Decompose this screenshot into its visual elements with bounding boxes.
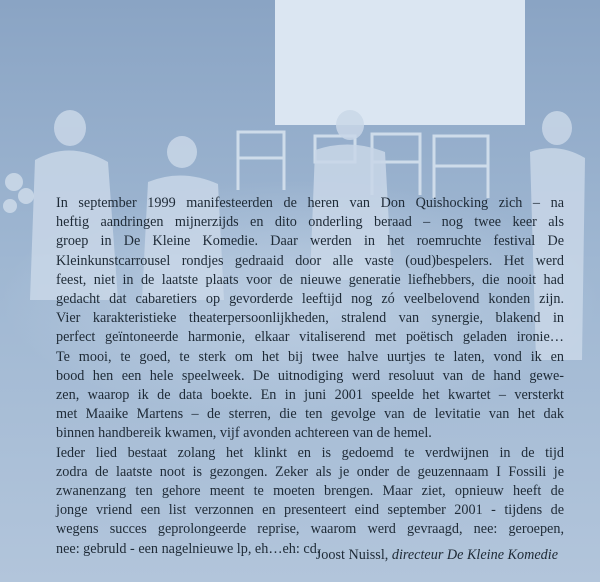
text-line: met Maaike Martens – de sterren, die ten gevolge van de levitatie van het dak — [56, 406, 564, 423]
text-line: In september 1999 manifesteerden de heren van Don Quishocking zich – na — [56, 195, 564, 211]
text-line: perfect geïntoneerde harmonie, elkaar vitaliserend met poëtisch geladen ironie… — [56, 329, 564, 346]
text-line: Ieder lied bestaat zolang het klinkt en is gedoemd te verdwijnen in de tijd — [56, 444, 564, 461]
text-line: Kleinkunstcarrousel rondjes gedraaid door alle vaste (oud)bespelers. Het werd — [56, 252, 564, 269]
text-line: zen, waarop ik de data boekte. En in juni 2001 speelde het kwartet – versterkt — [56, 387, 564, 404]
text-line: binnen handbereik kwamen, vijf avonden achtereen van de hemel. — [56, 425, 432, 442]
text-line: heftig aandringen mijnerzijds en dito onderling beraad – nog twee keer als — [56, 214, 564, 231]
text-line: groep in De Kleine Komedie. Daar werden in het roemruchte festival De — [56, 233, 564, 250]
text-block — [56, 194, 564, 559]
paragraph-1 — [56, 194, 564, 444]
text-line: gedacht dat cabaretiers op gevorderde leeftijd nog zó veelbelovend konden zijn. — [56, 291, 564, 308]
text-line: nee: gebruld - een nagelnieuwe lp, eh…eh: cd. — [56, 540, 321, 557]
text-line: Vier karakteristieke theaterpersoonlijkheden, stralend van synergie, blakend in — [56, 310, 564, 327]
text-line: jonge vriend een list verzonnen en presenteert eind september 2001 - tijdens de — [56, 502, 564, 519]
signature — [316, 547, 558, 564]
paragraph-2 — [56, 444, 564, 559]
text-line: zwanenzang ten gehore meent te moeten brengen. Maar ziet, opnieuw heeft de — [56, 483, 564, 500]
signature-name: Joost Nuissl, — [315, 547, 389, 563]
text-line: bood hen een hele speelweek. De uitnodiging werd resoluut van de hand gewe- — [56, 367, 564, 384]
text-line: feest, niet in de laatste plaats voor de nieuwe generatie liefhebbers, die nooit had — [56, 271, 564, 288]
signature-role: directeur De Kleine Komedie — [391, 547, 558, 563]
text-line: Te mooi, te goed, te sterk om het bij twee halve uurtjes te laten, vond ik en — [56, 348, 564, 365]
text-line: wegens succes geprolongeerde reprise, waarom werd gevraagd, nee: geroepen, — [56, 521, 564, 538]
text-line: zodra de laatste noot is gezongen. Zeker als je onder de geuzennaam I Fossili je — [56, 463, 564, 480]
projection-screen — [275, 0, 525, 125]
